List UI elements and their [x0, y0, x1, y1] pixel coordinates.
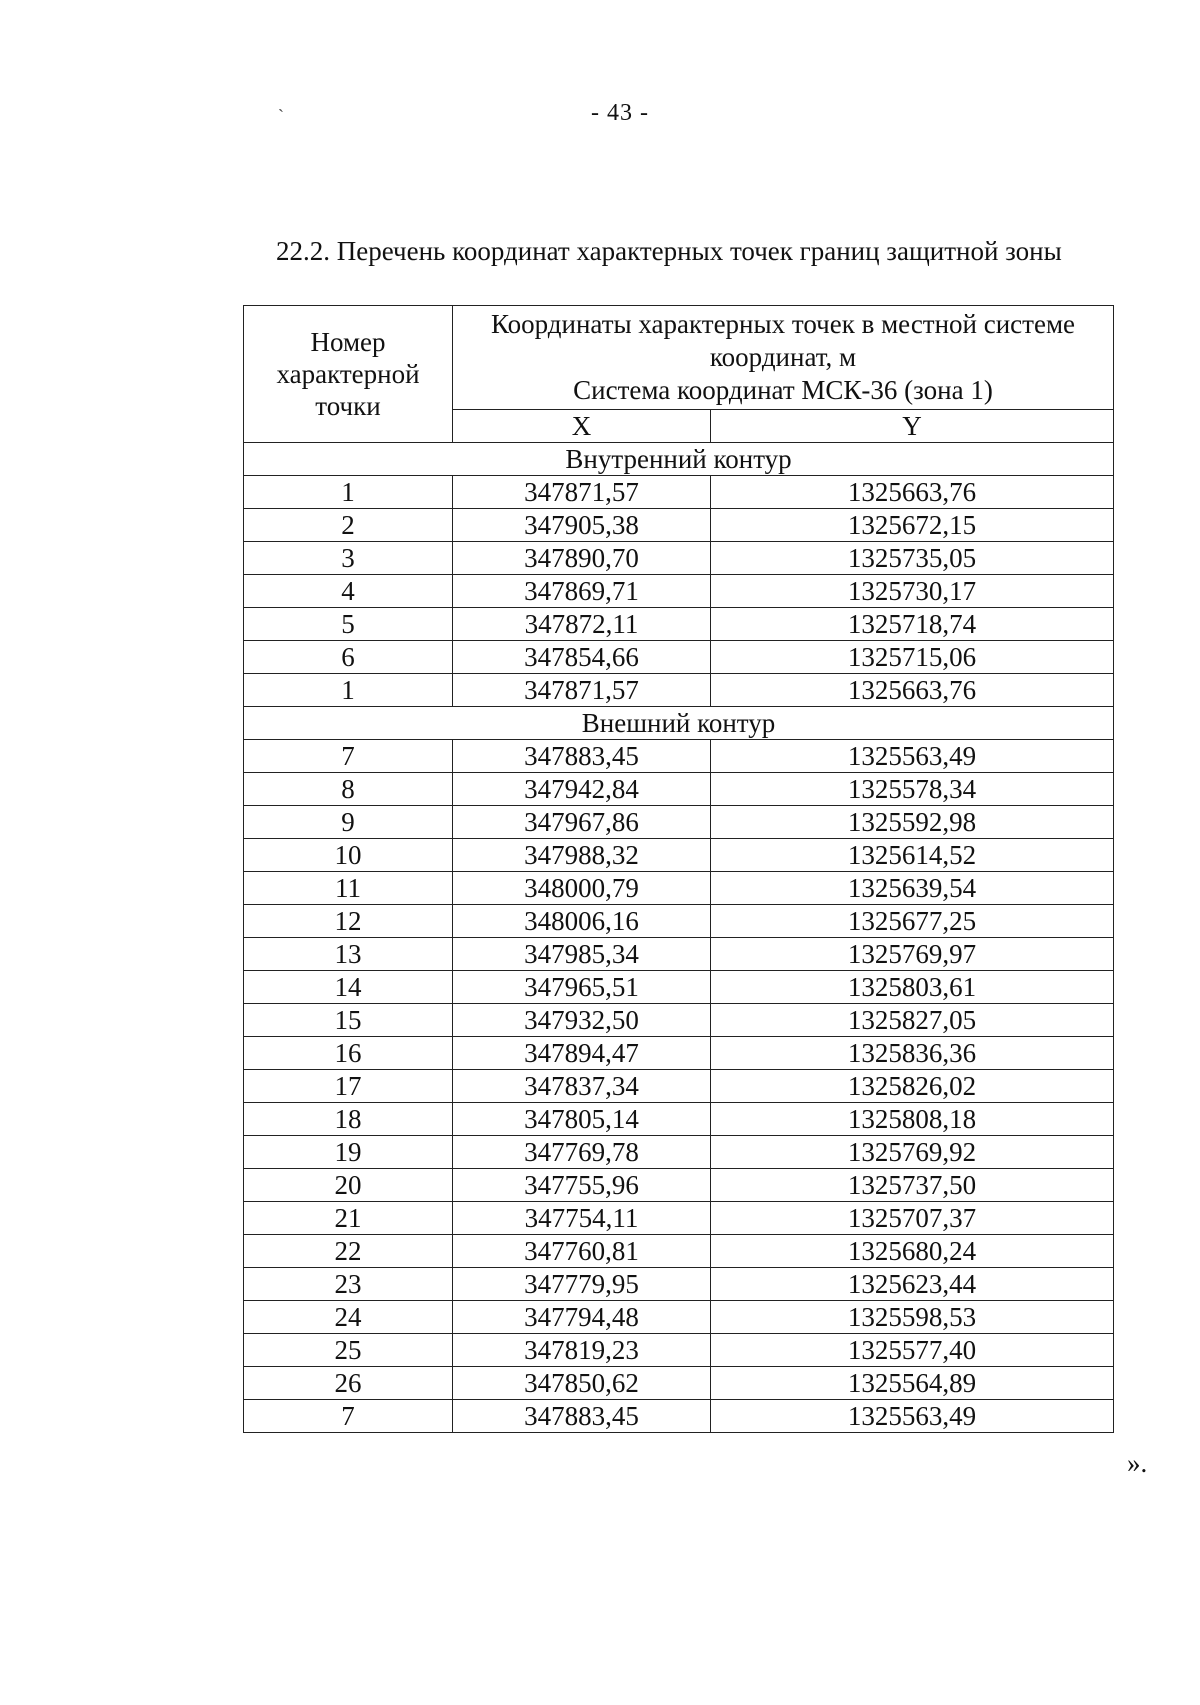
closing-quote: ».: [1127, 1448, 1148, 1478]
table-row: [244, 1037, 1114, 1070]
point-number-cell: 10: [244, 839, 453, 872]
header-point-line: Номер: [310, 327, 386, 357]
point-number-cell: 18: [244, 1103, 453, 1136]
x-coordinate-cell: 347779,95: [453, 1268, 711, 1301]
table-row: [244, 971, 1114, 1004]
y-coordinate-cell: 1325563,49: [711, 740, 1114, 773]
x-coordinate-cell: 347837,34: [453, 1070, 711, 1103]
y-coordinate-cell: 1325592,98: [711, 806, 1114, 839]
point-number-cell: 13: [244, 938, 453, 971]
x-coordinate-cell: 347967,86: [453, 806, 711, 839]
point-number-cell: 7: [244, 1400, 453, 1433]
point-number-cell: 25: [244, 1334, 453, 1367]
x-coordinate-cell: 347890,70: [453, 542, 711, 575]
point-number-cell: 4: [244, 575, 453, 608]
x-coordinate-cell: 347871,57: [453, 674, 711, 707]
point-number-cell: 16: [244, 1037, 453, 1070]
table-row: [244, 509, 1114, 542]
point-number-cell: 9: [244, 806, 453, 839]
table-row: [244, 773, 1114, 806]
x-coordinate-cell: 348006,16: [453, 905, 711, 938]
x-coordinate-cell: 347872,11: [453, 608, 711, 641]
y-coordinate-cell: 1325680,24: [711, 1235, 1114, 1268]
point-number-cell: 19: [244, 1136, 453, 1169]
x-coordinate-cell: 347985,34: [453, 938, 711, 971]
x-coordinate-cell: 347894,47: [453, 1037, 711, 1070]
section-heading: 22.2. Перечень координат характерных точек границ защитной зоны: [276, 236, 1062, 266]
section-title: Внешний контур: [244, 707, 1114, 740]
table-row: [244, 1334, 1114, 1367]
x-coordinate-cell: 347871,57: [453, 476, 711, 509]
x-coordinate-cell: 347988,32: [453, 839, 711, 872]
point-number-cell: 6: [244, 641, 453, 674]
y-coordinate-cell: 1325623,44: [711, 1268, 1114, 1301]
header-point-line: точки: [315, 391, 381, 421]
header-coordinates: [453, 306, 1114, 410]
point-number-cell: 12: [244, 905, 453, 938]
section-row: [244, 707, 1114, 740]
header-coords-line: Система координат МСК-36 (зона 1): [573, 375, 993, 405]
point-number-cell: 8: [244, 773, 453, 806]
y-coordinate-cell: 1325663,76: [711, 476, 1114, 509]
y-coordinate-cell: 1325826,02: [711, 1070, 1114, 1103]
table-row: [244, 1301, 1114, 1334]
table-row: [244, 872, 1114, 905]
point-number-cell: 15: [244, 1004, 453, 1037]
y-coordinate-cell: 1325715,06: [711, 641, 1114, 674]
table-row: [244, 1268, 1114, 1301]
header-coords-line: Координаты характерных точек в местной системе: [490, 309, 1076, 339]
point-number-cell: 5: [244, 608, 453, 641]
section-row: [244, 443, 1114, 476]
y-coordinate-cell: 1325735,05: [711, 542, 1114, 575]
y-coordinate-cell: 1325614,52: [711, 839, 1114, 872]
x-coordinate-cell: 347883,45: [453, 1400, 711, 1433]
table-row: [244, 1070, 1114, 1103]
table-row: [244, 575, 1114, 608]
table-row: [244, 1235, 1114, 1268]
table-row: [244, 1169, 1114, 1202]
table-row: [244, 806, 1114, 839]
point-number-cell: 14: [244, 971, 453, 1004]
x-coordinate-cell: 347854,66: [453, 641, 711, 674]
y-coordinate-cell: 1325578,34: [711, 773, 1114, 806]
table-row: [244, 641, 1114, 674]
point-number-cell: 17: [244, 1070, 453, 1103]
point-number-cell: 20: [244, 1169, 453, 1202]
x-coordinate-cell: 347819,23: [453, 1334, 711, 1367]
x-coordinate-cell: 347754,11: [453, 1202, 711, 1235]
point-number-cell: 11: [244, 872, 453, 905]
y-coordinate-cell: 1325707,37: [711, 1202, 1114, 1235]
table-body: [244, 443, 1114, 1433]
y-coordinate-cell: 1325672,15: [711, 509, 1114, 542]
point-number-cell: 2: [244, 509, 453, 542]
x-coordinate-cell: 347755,96: [453, 1169, 711, 1202]
y-coordinate-cell: 1325563,49: [711, 1400, 1114, 1433]
table-row: [244, 476, 1114, 509]
x-coordinate-cell: 347760,81: [453, 1235, 711, 1268]
table-row: [244, 1367, 1114, 1400]
x-coordinate-cell: 347869,71: [453, 575, 711, 608]
table-row: [244, 740, 1114, 773]
point-number-cell: 22: [244, 1235, 453, 1268]
y-coordinate-cell: 1325836,36: [711, 1037, 1114, 1070]
point-number-cell: 1: [244, 476, 453, 509]
header-point-number: [244, 306, 453, 443]
table-row: [244, 1202, 1114, 1235]
x-coordinate-cell: 347805,14: [453, 1103, 711, 1136]
point-number-cell: 26: [244, 1367, 453, 1400]
table-row: [244, 542, 1114, 575]
y-coordinate-cell: 1325598,53: [711, 1301, 1114, 1334]
point-number-cell: 24: [244, 1301, 453, 1334]
y-coordinate-cell: 1325639,54: [711, 872, 1114, 905]
header-y: Y: [711, 410, 1114, 443]
x-coordinate-cell: 347794,48: [453, 1301, 711, 1334]
y-coordinate-cell: 1325663,76: [711, 674, 1114, 707]
y-coordinate-cell: 1325577,40: [711, 1334, 1114, 1367]
point-number-cell: 23: [244, 1268, 453, 1301]
table-row: [244, 839, 1114, 872]
coordinates-table: [243, 305, 1114, 1433]
x-coordinate-cell: 347850,62: [453, 1367, 711, 1400]
point-number-cell: 3: [244, 542, 453, 575]
table-row: [244, 1136, 1114, 1169]
x-coordinate-cell: 347932,50: [453, 1004, 711, 1037]
table-row: [244, 608, 1114, 641]
table-row: [244, 1400, 1114, 1433]
y-coordinate-cell: 1325737,50: [711, 1169, 1114, 1202]
table-row: [244, 905, 1114, 938]
y-coordinate-cell: 1325730,17: [711, 575, 1114, 608]
y-coordinate-cell: 1325677,25: [711, 905, 1114, 938]
table-row: [244, 1103, 1114, 1136]
x-coordinate-cell: 347942,84: [453, 773, 711, 806]
page-number: - 43 -: [591, 100, 649, 126]
x-coordinate-cell: 347769,78: [453, 1136, 711, 1169]
header-point-line: характерной: [276, 359, 420, 389]
header-row-main: [244, 306, 1114, 410]
x-coordinate-cell: 347965,51: [453, 971, 711, 1004]
x-coordinate-cell: 348000,79: [453, 872, 711, 905]
y-coordinate-cell: 1325803,61: [711, 971, 1114, 1004]
y-coordinate-cell: 1325769,92: [711, 1136, 1114, 1169]
x-coordinate-cell: 347883,45: [453, 740, 711, 773]
y-coordinate-cell: 1325808,18: [711, 1103, 1114, 1136]
table-row: [244, 1004, 1114, 1037]
header-x: X: [453, 410, 711, 443]
table-header: [244, 306, 1114, 443]
point-number-cell: 1: [244, 674, 453, 707]
table-row: [244, 674, 1114, 707]
y-coordinate-cell: 1325769,97: [711, 938, 1114, 971]
y-coordinate-cell: 1325718,74: [711, 608, 1114, 641]
y-coordinate-cell: 1325564,89: [711, 1367, 1114, 1400]
point-number-cell: 21: [244, 1202, 453, 1235]
scan-mark: `: [278, 106, 284, 126]
y-coordinate-cell: 1325827,05: [711, 1004, 1114, 1037]
x-coordinate-cell: 347905,38: [453, 509, 711, 542]
table-row: [244, 938, 1114, 971]
header-coords-line: координат, м: [709, 342, 857, 372]
section-title: Внутренний контур: [244, 443, 1114, 476]
point-number-cell: 7: [244, 740, 453, 773]
